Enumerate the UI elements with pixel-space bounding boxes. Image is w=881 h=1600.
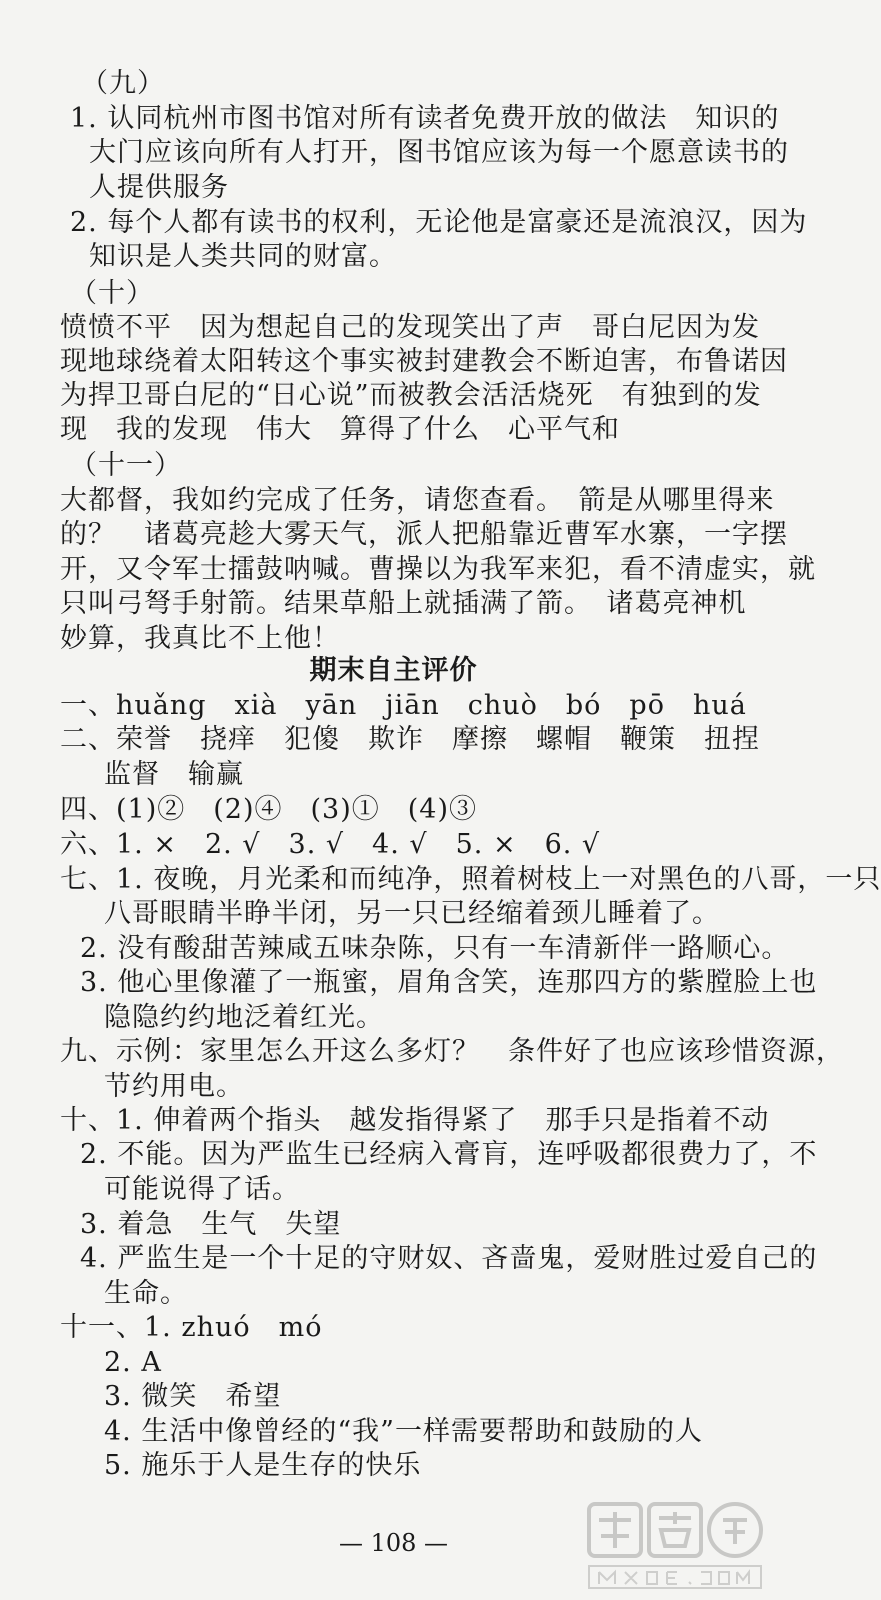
section-9-q2-line1: 2. 每个人都有读书的权利，无论他是富豪还是流浪汉，因为 xyxy=(70,207,808,238)
final-q6: 六、1. × 2. √ 3. √ 4. √ 5. × 6. √ xyxy=(60,829,601,860)
final-q11-line2: 2. A xyxy=(104,1347,162,1378)
final-review-title: 期末自主评价 xyxy=(309,655,478,686)
final-q2-line2: 监督 输赢 xyxy=(104,759,244,790)
final-q7-line2: 八哥眼睛半睁半闭，另一只已经缩着颈儿睡着了。 xyxy=(104,898,720,929)
section-10-line4: 现 我的发现 伟大 算得了什么 心平气和 xyxy=(60,414,620,445)
final-q11-line5: 5. 施乐于人是生存的快乐 xyxy=(104,1450,422,1481)
section-10-line2: 现地球绕着太阳转这个事实被封建教会不断迫害，布鲁诺因 xyxy=(60,346,788,377)
final-q1: 一、huǎng xià yān jiān chuò bó pō huá xyxy=(60,690,747,721)
section-11-line2: 的？ 诸葛亮趁大雾天气，派人把船靠近曹军水寨，一字摆 xyxy=(60,519,788,550)
final-q10-line3: 可能说得了话。 xyxy=(104,1174,300,1205)
page-number: — 108 — xyxy=(338,1529,449,1557)
final-q10-line4: 3. 着急 生气 失望 xyxy=(80,1209,342,1240)
section-9-q1-line1: 1. 认同杭州市图书馆对所有读者免费开放的做法 知识的 xyxy=(70,103,780,134)
final-q11-line1: 十一、1. zhuó mó xyxy=(60,1312,323,1343)
section-9-q1-line3: 人提供服务 xyxy=(89,172,229,203)
section-10-header: （十） xyxy=(70,278,154,309)
final-q11-line3: 3. 微笑 希望 xyxy=(104,1381,282,1412)
final-q7-line1: 七、1. 夜晚，月光柔和而纯净，照着树枝上一对黑色的八哥，一只 xyxy=(60,864,881,895)
final-q10-line5: 4. 严监生是一个十足的守财奴、吝啬鬼，爱财胜过爱自己的 xyxy=(80,1243,818,1274)
final-q7-line4: 3. 他心里像灌了一瓶蜜，眉角含笑，连那四方的紫膛脸上也 xyxy=(80,967,818,998)
section-10-line3: 为捍卫哥白尼的“日心说”而被教会活活烧死 有独到的发 xyxy=(60,380,762,411)
section-11-line5: 妙算，我真比不上他！ xyxy=(60,623,340,654)
final-q10-line1: 十、1. 伸着两个指头 越发指得紧了 那手只是指着不动 xyxy=(60,1105,770,1136)
final-q10-line2: 2. 不能。因为严监生已经病入膏肓，连呼吸都很费力了，不 xyxy=(80,1139,818,1170)
final-q7-line3: 2. 没有酸甜苦辣咸五味杂陈，只有一车清新伴一路顺心。 xyxy=(80,933,790,964)
section-9-q2-line2: 知识是人类共同的财富。 xyxy=(89,241,397,272)
section-9-header: （九） xyxy=(81,68,165,99)
section-9-q1-line2: 大门应该向所有人打开，图书馆应该为每一个愿意读书的 xyxy=(89,137,789,168)
final-q9-line1: 九、示例：家里怎么开这么多灯？ 条件好了也应该珍惜资源， xyxy=(60,1036,844,1067)
section-11-line3: 开，又令军士擂鼓呐喊。曹操以为我军来犯，看不清虚实，就 xyxy=(60,554,816,585)
final-q10-line6: 生命。 xyxy=(104,1278,188,1309)
final-q9-line2: 节约用电。 xyxy=(104,1071,244,1102)
final-q4: 四、(1)② (2)④ (3)① (4)③ xyxy=(60,794,477,825)
final-q2-line1: 二、荣誉 挠痒 犯傻 欺诈 摩擦 螺帽 鞭策 扭捏 xyxy=(60,724,760,755)
section-10-line1: 愤愤不平 因为想起自己的发现笑出了声 哥白尼因为发 xyxy=(60,312,760,343)
watermark-logo xyxy=(585,1500,765,1592)
section-11-line1: 大都督，我如约完成了任务，请您查看。 箭是从哪里得来 xyxy=(60,485,775,516)
final-q7-line5: 隐隐约约地泛着红光。 xyxy=(104,1002,384,1033)
section-11-header: （十一） xyxy=(70,450,182,481)
final-q11-line4: 4. 生活中像曾经的“我”一样需要帮助和鼓励的人 xyxy=(104,1416,703,1447)
section-11-line4: 只叫弓弩手射箭。结果草船上就插满了箭。 诸葛亮神机 xyxy=(60,588,747,619)
